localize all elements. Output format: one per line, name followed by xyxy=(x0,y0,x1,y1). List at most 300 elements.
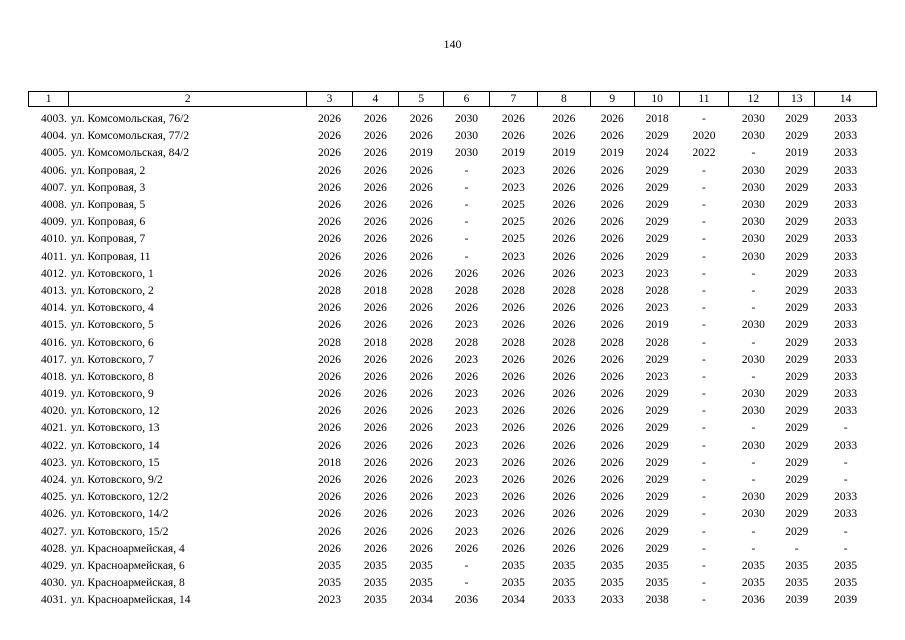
table-row xyxy=(29,386,877,403)
row-value-col-9: 2026 xyxy=(600,130,624,143)
row-value-col-12: - xyxy=(751,284,756,297)
row-value-col-7: 2019 xyxy=(501,147,525,160)
row-value-col-6: 2030 xyxy=(455,147,479,160)
table-row xyxy=(29,180,877,197)
row-value-col-9: 2026 xyxy=(600,216,624,229)
row-value-col-11: - xyxy=(702,284,706,297)
row-value-col-8: 2026 xyxy=(552,353,576,366)
row-number: 4016. xyxy=(40,336,67,349)
row-value-col-13: 2029 xyxy=(785,284,809,297)
row-value-col-3: 2018 xyxy=(317,456,341,469)
row-value-col-5: 2028 xyxy=(409,336,433,349)
row-value-col-9: 2033 xyxy=(600,594,624,607)
row-value-col-5: 2026 xyxy=(409,353,433,366)
row-value-col-11: - xyxy=(702,559,706,572)
row-value-col-7: 2026 xyxy=(501,456,525,469)
row-value-col-14: 2033 xyxy=(834,164,858,177)
row-value-col-4: 2026 xyxy=(363,130,387,143)
table-row xyxy=(29,334,877,351)
row-value-col-9: 2026 xyxy=(600,405,624,418)
column-header-7: 7 xyxy=(489,92,537,107)
row-value-col-9: 2026 xyxy=(600,181,624,194)
row-value-col-11: 2022 xyxy=(692,147,716,160)
table-row xyxy=(29,403,877,420)
table-row xyxy=(29,369,877,386)
row-value-col-14: 2033 xyxy=(834,199,858,212)
table-row xyxy=(29,489,877,506)
row-value-col-6: - xyxy=(464,577,469,590)
row-value-col-10: 2035 xyxy=(645,559,669,572)
row-value-col-10: 2029 xyxy=(645,233,669,246)
row-number: 4031. xyxy=(40,594,67,607)
row-value-col-7: 2026 xyxy=(501,353,525,366)
row-value-col-4: 2026 xyxy=(363,388,387,401)
row-value-col-3: 2026 xyxy=(317,233,341,246)
row-address: ул. Котовского, 6 xyxy=(70,336,154,349)
row-address: ул. Котовского, 7 xyxy=(70,353,154,366)
row-number: 4023. xyxy=(40,456,67,469)
row-value-col-5: 2026 xyxy=(409,370,433,383)
row-value-col-11: - xyxy=(702,267,706,280)
row-value-col-5: 2026 xyxy=(409,542,433,555)
row-value-col-10: 2029 xyxy=(645,456,669,469)
column-header-2: 2 xyxy=(69,92,307,107)
row-value-col-9: 2026 xyxy=(600,388,624,401)
row-value-col-3: 2026 xyxy=(317,422,341,435)
row-value-col-3: 2026 xyxy=(317,319,341,332)
row-value-col-10: 2018 xyxy=(645,113,669,126)
row-value-col-12: 2030 xyxy=(741,388,765,401)
row-value-col-11: - xyxy=(702,388,706,401)
row-value-col-14: 2033 xyxy=(834,216,858,229)
row-value-col-3: 2028 xyxy=(317,336,341,349)
row-value-col-9: 2026 xyxy=(600,233,624,246)
row-address: ул. Котовского, 5 xyxy=(70,319,154,332)
row-address: ул. Котовского, 9 xyxy=(70,388,154,401)
row-value-col-11: - xyxy=(702,370,706,383)
row-value-col-11: - xyxy=(702,250,706,263)
row-value-col-11: - xyxy=(702,456,706,469)
row-address: ул. Комсомольская, 77/2 xyxy=(70,130,190,143)
row-value-col-6: 2023 xyxy=(455,388,479,401)
column-header-14: 14 xyxy=(815,92,877,107)
row-value-col-12: - xyxy=(751,147,756,160)
row-value-col-5: 2028 xyxy=(409,284,433,297)
row-value-col-3: 2026 xyxy=(317,113,341,126)
row-value-col-3: 2026 xyxy=(317,370,341,383)
row-value-col-13: 2029 xyxy=(785,130,809,143)
row-value-col-11: - xyxy=(702,405,706,418)
row-value-col-10: 2023 xyxy=(645,267,669,280)
table-row xyxy=(29,524,877,541)
column-header-8: 8 xyxy=(538,92,590,107)
row-value-col-10: 2028 xyxy=(645,336,669,349)
row-value-col-8: 2026 xyxy=(552,302,576,315)
row-number: 4026. xyxy=(40,508,67,521)
row-value-col-8: 2026 xyxy=(552,181,576,194)
row-value-col-9: 2026 xyxy=(600,353,624,366)
row-value-col-6: - xyxy=(464,181,469,194)
row-value-col-3: 2026 xyxy=(317,216,341,229)
row-value-col-5: 2026 xyxy=(409,267,433,280)
row-address: ул. Котовского, 1 xyxy=(70,267,154,280)
row-address: ул. Котовского, 14 xyxy=(70,439,160,452)
row-value-col-9: 2026 xyxy=(600,508,624,521)
row-number: 4025. xyxy=(40,491,67,504)
row-value-col-12: - xyxy=(751,422,756,435)
table-row xyxy=(29,506,877,523)
table-row xyxy=(29,438,877,455)
row-address: ул. Котовского, 15 xyxy=(70,456,160,469)
row-value-col-9: 2026 xyxy=(600,422,624,435)
row-value-col-8: 2026 xyxy=(552,199,576,212)
row-value-col-6: - xyxy=(464,559,469,572)
row-value-col-6: 2030 xyxy=(455,130,479,143)
row-value-col-6: 2023 xyxy=(455,456,479,469)
row-value-col-7: 2026 xyxy=(501,130,525,143)
row-value-col-7: 2028 xyxy=(501,336,525,349)
row-number: 4008. xyxy=(40,199,67,212)
row-value-col-4: 2018 xyxy=(363,284,387,297)
row-value-col-13: 2029 xyxy=(785,181,809,194)
row-value-col-10: 2035 xyxy=(645,577,669,590)
row-value-col-3: 2026 xyxy=(317,474,341,487)
row-value-col-3: 2026 xyxy=(317,147,341,160)
table-row xyxy=(29,128,877,145)
row-value-col-8: 2026 xyxy=(552,267,576,280)
row-value-col-12: 2030 xyxy=(741,130,765,143)
row-value-col-7: 2026 xyxy=(501,405,525,418)
row-value-col-6: 2026 xyxy=(455,302,479,315)
row-address: ул. Красноармейская, 8 xyxy=(70,577,185,590)
row-value-col-13: 2029 xyxy=(785,164,809,177)
row-value-col-10: 2023 xyxy=(645,302,669,315)
row-value-col-7: 2026 xyxy=(501,319,525,332)
row-address: ул. Красноармейская, 4 xyxy=(70,542,185,555)
row-value-col-9: 2026 xyxy=(600,164,624,177)
row-value-col-14: 2039 xyxy=(834,594,858,607)
row-value-col-9: 2035 xyxy=(600,577,624,590)
row-value-col-7: 2026 xyxy=(501,302,525,315)
table-row xyxy=(29,214,877,231)
row-value-col-6: - xyxy=(464,250,469,263)
table-row xyxy=(29,163,877,180)
row-value-col-3: 2026 xyxy=(317,250,341,263)
row-value-col-10: 2029 xyxy=(645,525,669,538)
row-value-col-8: 2026 xyxy=(552,456,576,469)
row-value-col-11: - xyxy=(702,319,706,332)
row-number: 4027. xyxy=(40,525,67,538)
row-value-col-12: 2035 xyxy=(741,559,765,572)
row-value-col-5: 2026 xyxy=(409,164,433,177)
row-value-col-9: 2026 xyxy=(600,491,624,504)
row-address: ул. Комсомольская, 84/2 xyxy=(70,147,190,160)
row-value-col-3: 2028 xyxy=(317,284,341,297)
row-value-col-5: 2026 xyxy=(409,130,433,143)
row-value-col-13: 2029 xyxy=(785,336,809,349)
row-value-col-6: 2036 xyxy=(455,594,479,607)
row-value-col-7: 2028 xyxy=(501,284,525,297)
row-value-col-10: 2029 xyxy=(645,491,669,504)
row-value-col-5: 2026 xyxy=(409,319,433,332)
row-value-col-7: 2023 xyxy=(501,181,525,194)
table-row xyxy=(29,145,877,162)
row-value-col-14: - xyxy=(843,422,848,435)
row-value-col-12: - xyxy=(751,267,756,280)
row-value-col-5: 2026 xyxy=(409,405,433,418)
row-value-col-7: 2026 xyxy=(501,474,525,487)
row-value-col-13: 2029 xyxy=(785,474,809,487)
row-number: 4010. xyxy=(40,233,67,246)
row-value-col-8: 2026 xyxy=(552,474,576,487)
row-value-col-6: - xyxy=(464,164,469,177)
row-value-col-9: 2026 xyxy=(600,302,624,315)
row-value-col-13: 2029 xyxy=(785,388,809,401)
row-value-col-13: 2029 xyxy=(785,456,809,469)
table-row xyxy=(29,352,877,369)
row-value-col-3: 2026 xyxy=(317,508,341,521)
row-value-col-5: 2026 xyxy=(409,456,433,469)
table-row xyxy=(29,197,877,214)
row-value-col-10: 2029 xyxy=(645,474,669,487)
row-value-col-5: 2026 xyxy=(409,508,433,521)
row-value-col-12: 2035 xyxy=(741,577,765,590)
row-value-col-7: 2035 xyxy=(501,559,525,572)
row-value-col-10: 2023 xyxy=(645,370,669,383)
row-value-col-8: 2026 xyxy=(552,491,576,504)
row-value-col-14: 2033 xyxy=(834,250,858,263)
row-value-col-4: 2026 xyxy=(363,456,387,469)
row-value-col-11: - xyxy=(702,577,706,590)
table-row xyxy=(29,266,877,283)
row-value-col-6: 2023 xyxy=(455,439,479,452)
column-header-4: 4 xyxy=(352,92,398,107)
row-value-col-5: 2026 xyxy=(409,422,433,435)
row-value-col-12: 2030 xyxy=(741,319,765,332)
row-value-col-8: 2026 xyxy=(552,250,576,263)
row-address: ул. Копровая, 3 xyxy=(70,181,146,194)
row-value-col-13: 2029 xyxy=(785,267,809,280)
row-value-col-7: 2035 xyxy=(501,577,525,590)
row-value-col-3: 2023 xyxy=(317,594,341,607)
row-value-col-11: - xyxy=(702,508,706,521)
row-value-col-4: 2026 xyxy=(363,267,387,280)
row-value-col-5: 2026 xyxy=(409,199,433,212)
row-value-col-8: 2026 xyxy=(552,388,576,401)
row-value-col-14: - xyxy=(843,542,848,555)
row-value-col-8: 2033 xyxy=(552,594,576,607)
row-value-col-4: 2026 xyxy=(363,164,387,177)
row-value-col-7: 2026 xyxy=(501,525,525,538)
row-value-col-6: - xyxy=(464,233,469,246)
row-value-col-10: 2029 xyxy=(645,353,669,366)
row-value-col-8: 2035 xyxy=(552,559,576,572)
row-number: 4017. xyxy=(40,353,67,366)
row-number: 4021. xyxy=(40,422,67,435)
row-value-col-9: 2026 xyxy=(600,525,624,538)
row-value-col-11: 2020 xyxy=(692,130,716,143)
row-value-col-6: 2026 xyxy=(455,542,479,555)
row-value-col-7: 2026 xyxy=(501,267,525,280)
row-value-col-12: 2030 xyxy=(741,491,765,504)
row-value-col-14: 2033 xyxy=(834,388,858,401)
row-value-col-7: 2026 xyxy=(501,113,525,126)
row-number: 4014. xyxy=(40,302,67,315)
row-value-col-12: 2030 xyxy=(741,508,765,521)
row-value-col-8: 2028 xyxy=(552,284,576,297)
row-value-col-10: 2024 xyxy=(645,147,669,160)
table-row xyxy=(29,249,877,266)
row-value-col-4: 2026 xyxy=(363,233,387,246)
row-address: ул. Копровая, 6 xyxy=(70,216,146,229)
row-value-col-4: 2026 xyxy=(363,250,387,263)
row-value-col-5: 2026 xyxy=(409,491,433,504)
row-value-col-12: 2030 xyxy=(741,199,765,212)
row-value-col-4: 2026 xyxy=(363,302,387,315)
row-value-col-14: 2033 xyxy=(834,353,858,366)
row-address: ул. Котовского, 12/2 xyxy=(70,491,169,504)
table-row xyxy=(29,455,877,472)
row-value-col-11: - xyxy=(702,336,706,349)
row-value-col-13: 2019 xyxy=(785,147,809,160)
row-value-col-12: 2030 xyxy=(741,113,765,126)
row-value-col-4: 2018 xyxy=(363,336,387,349)
row-number: 4028. xyxy=(40,542,67,555)
row-value-col-9: 2035 xyxy=(600,559,624,572)
row-value-col-9: 2026 xyxy=(600,250,624,263)
row-value-col-4: 2026 xyxy=(363,439,387,452)
row-value-col-4: 2026 xyxy=(363,542,387,555)
row-value-col-9: 2026 xyxy=(600,319,624,332)
row-value-col-14: 2033 xyxy=(834,233,858,246)
schedule-table xyxy=(28,91,877,609)
column-header-13: 13 xyxy=(779,92,815,107)
row-number: 4007. xyxy=(40,181,67,194)
row-value-col-5: 2035 xyxy=(409,559,433,572)
row-value-col-13: 2029 xyxy=(785,302,809,315)
row-value-col-8: 2026 xyxy=(552,525,576,538)
row-value-col-14: 2033 xyxy=(834,130,858,143)
row-address: ул. Котовского, 14/2 xyxy=(70,508,169,521)
table-row xyxy=(29,300,877,317)
row-value-col-11: - xyxy=(702,216,706,229)
row-value-col-7: 2034 xyxy=(501,594,525,607)
table-row xyxy=(29,541,877,558)
row-number: 4024. xyxy=(40,474,67,487)
row-value-col-14: 2035 xyxy=(834,577,858,590)
row-address: ул. Красноармейская, 6 xyxy=(70,559,185,572)
row-value-col-8: 2026 xyxy=(552,422,576,435)
row-value-col-14: 2033 xyxy=(834,302,858,315)
row-value-col-7: 2023 xyxy=(501,250,525,263)
column-header-3: 3 xyxy=(307,92,352,107)
row-value-col-14: 2035 xyxy=(834,559,858,572)
row-value-col-8: 2035 xyxy=(552,577,576,590)
row-number: 4009. xyxy=(40,216,67,229)
row-value-col-10: 2029 xyxy=(645,439,669,452)
row-value-col-3: 2026 xyxy=(317,199,341,212)
row-value-col-12: - xyxy=(751,474,756,487)
row-number: 4029. xyxy=(40,559,67,572)
row-value-col-6: 2028 xyxy=(455,284,479,297)
row-value-col-4: 2026 xyxy=(363,181,387,194)
row-value-col-12: 2030 xyxy=(741,164,765,177)
row-value-col-3: 2026 xyxy=(317,164,341,177)
row-address: ул. Котовского, 12 xyxy=(70,405,160,418)
row-value-col-6: 2030 xyxy=(455,113,479,126)
row-value-col-3: 2026 xyxy=(317,388,341,401)
row-number: 4003. xyxy=(40,113,67,126)
row-value-col-4: 2026 xyxy=(363,147,387,160)
table-row xyxy=(29,107,877,129)
row-value-col-6: 2023 xyxy=(455,508,479,521)
row-number: 4006. xyxy=(40,164,67,177)
row-value-col-3: 2026 xyxy=(317,353,341,366)
row-value-col-7: 2025 xyxy=(501,199,525,212)
row-value-col-5: 2035 xyxy=(409,577,433,590)
row-value-col-11: - xyxy=(702,491,706,504)
row-value-col-4: 2026 xyxy=(363,216,387,229)
row-value-col-7: 2023 xyxy=(501,164,525,177)
row-value-col-8: 2026 xyxy=(552,113,576,126)
row-value-col-14: 2033 xyxy=(834,147,858,160)
table-row xyxy=(29,472,877,489)
row-value-col-3: 2026 xyxy=(317,525,341,538)
row-number: 4020. xyxy=(40,405,67,418)
row-value-col-12: 2030 xyxy=(741,233,765,246)
row-number: 4018. xyxy=(40,370,67,383)
row-value-col-7: 2026 xyxy=(501,491,525,504)
row-value-col-14: 2033 xyxy=(834,370,858,383)
row-value-col-8: 2026 xyxy=(552,130,576,143)
row-value-col-6: 2023 xyxy=(455,422,479,435)
row-address: ул. Котовского, 15/2 xyxy=(70,525,169,538)
row-value-col-5: 2026 xyxy=(409,113,433,126)
row-value-col-6: 2023 xyxy=(455,525,479,538)
table-body xyxy=(29,107,877,610)
row-value-col-4: 2035 xyxy=(363,594,387,607)
column-header-11: 11 xyxy=(680,92,728,107)
row-value-col-4: 2026 xyxy=(363,199,387,212)
row-value-col-7: 2026 xyxy=(501,439,525,452)
row-value-col-4: 2035 xyxy=(363,577,387,590)
row-address: ул. Котовского, 13 xyxy=(70,422,160,435)
row-value-col-5: 2026 xyxy=(409,216,433,229)
row-value-col-14: 2033 xyxy=(834,336,858,349)
row-number: 4019. xyxy=(40,388,67,401)
row-value-col-3: 2035 xyxy=(317,577,341,590)
row-value-col-4: 2026 xyxy=(363,353,387,366)
row-value-col-8: 2026 xyxy=(552,233,576,246)
row-value-col-12: - xyxy=(751,542,756,555)
row-value-col-13: 2035 xyxy=(785,577,809,590)
row-value-col-12: 2030 xyxy=(741,250,765,263)
row-value-col-12: 2030 xyxy=(741,405,765,418)
row-value-col-5: 2026 xyxy=(409,233,433,246)
row-value-col-13: 2029 xyxy=(785,525,809,538)
row-value-col-11: - xyxy=(702,181,706,194)
row-value-col-7: 2026 xyxy=(501,542,525,555)
row-value-col-8: 2019 xyxy=(552,147,576,160)
row-value-col-3: 2026 xyxy=(317,181,341,194)
row-value-col-7: 2025 xyxy=(501,233,525,246)
row-value-col-8: 2028 xyxy=(552,336,576,349)
row-number: 4030. xyxy=(40,577,67,590)
row-address: ул. Копровая, 2 xyxy=(70,164,146,177)
row-value-col-5: 2026 xyxy=(409,250,433,263)
column-header-6: 6 xyxy=(444,92,489,107)
row-value-col-4: 2026 xyxy=(363,508,387,521)
